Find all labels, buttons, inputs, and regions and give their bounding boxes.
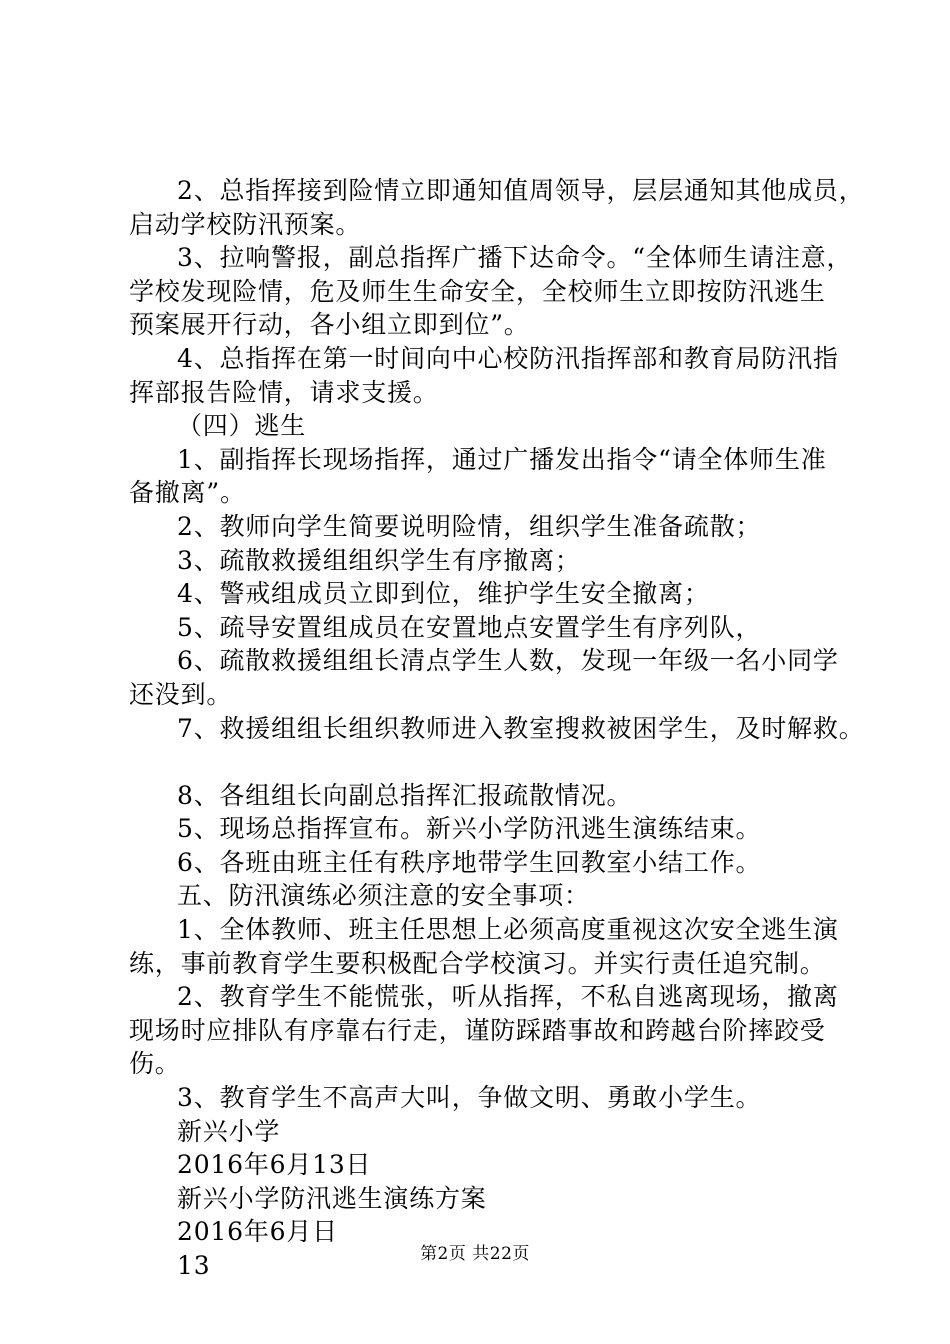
- paragraph-line: 备撤离”。: [129, 478, 246, 508]
- paragraph-line: 7、救援组组长组织教师进入教室搜救被困学生，及时解救。: [177, 713, 865, 743]
- paragraph-line: 3、拉响警报，副总指挥广播下达命令。“全体师生请注意，: [177, 243, 853, 273]
- signature-school: 新兴小学: [177, 1116, 281, 1146]
- paragraph-line: 伤。: [129, 1049, 181, 1079]
- paragraph-line: 练，事前教育学生要积极配合学校演习。并实行责任追究制。: [129, 948, 826, 978]
- paragraph-line: 2、教师向学生简要说明险情，组织学生准备疏散；: [177, 511, 762, 541]
- paragraph-line: 3、教育学生不高声大叫，争做文明、勇敢小学生。: [177, 1083, 762, 1113]
- paragraph-line: 6、各班由班主任有秩序地带学生回教室小结工作。: [177, 847, 762, 877]
- paragraph-line: 5、疏导安置组成员在安置地点安置学生有序列队，: [177, 612, 762, 642]
- paragraph-line: 3、疏散救援组组织学生有序撤离；: [177, 545, 581, 575]
- section-heading: 五、防汛演练必须注意的安全事项：: [177, 881, 590, 911]
- paragraph-line: 还没到。: [129, 679, 233, 709]
- signature-date: 2016年6月13日: [177, 1150, 372, 1180]
- page-footer: 第2页 共22页: [420, 1244, 530, 1264]
- paragraph-line: 5、现场总指挥宣布。新兴小学防汛逃生演练结束。: [177, 814, 762, 844]
- paragraph-line: 预案展开行动，各小组立即到位”。: [129, 310, 530, 340]
- document-title-line: 新兴小学防汛逃生演练方案: [177, 1183, 487, 1213]
- paragraph-line: 4、警戒组成员立即到位，维护学生安全撤离；: [177, 579, 710, 609]
- paragraph-line: 现场时应排队有序靠右行走，谨防踩踏事故和跨越台阶摔跤受: [129, 1015, 826, 1045]
- number-line: 13: [177, 1251, 211, 1280]
- paragraph-line: 启动学校防汛预案。: [129, 209, 362, 239]
- date-line: 2016年6月日: [177, 1217, 338, 1247]
- paragraph-line: 1、全体教师、班主任思想上必须高度重视这次安全逃生演: [177, 915, 839, 945]
- section-heading: （四）逃生: [177, 411, 307, 441]
- paragraph-line: 1、副指挥长现场指挥，通过广播发出指令“请全体师生准: [177, 444, 827, 474]
- paragraph-line: 8、各组组长向副总指挥汇报疏散情况。: [177, 780, 633, 810]
- paragraph-line: 6、疏散救援组组长清点学生人数，发现一年级一名小同学: [177, 646, 839, 676]
- paragraph-line: 2、总指挥接到险情立即通知值周领导，层层通知其他成员，: [177, 176, 865, 205]
- blank-line: [129, 745, 869, 779]
- paragraph-line: 2、教育学生不能慌张，听从指挥，不私自逃离现场，撤离: [177, 982, 839, 1012]
- document-body: [129, 174, 869, 1283]
- paragraph-line: 4、总指挥在第一时间向中心校防汛指挥部和教育局防汛指: [177, 343, 839, 373]
- paragraph-line: 学校发现险情，危及师生生命安全，全校师生立即按防汛逃生: [129, 276, 826, 306]
- paragraph-line: 挥部报告险情，请求支援。: [129, 377, 439, 407]
